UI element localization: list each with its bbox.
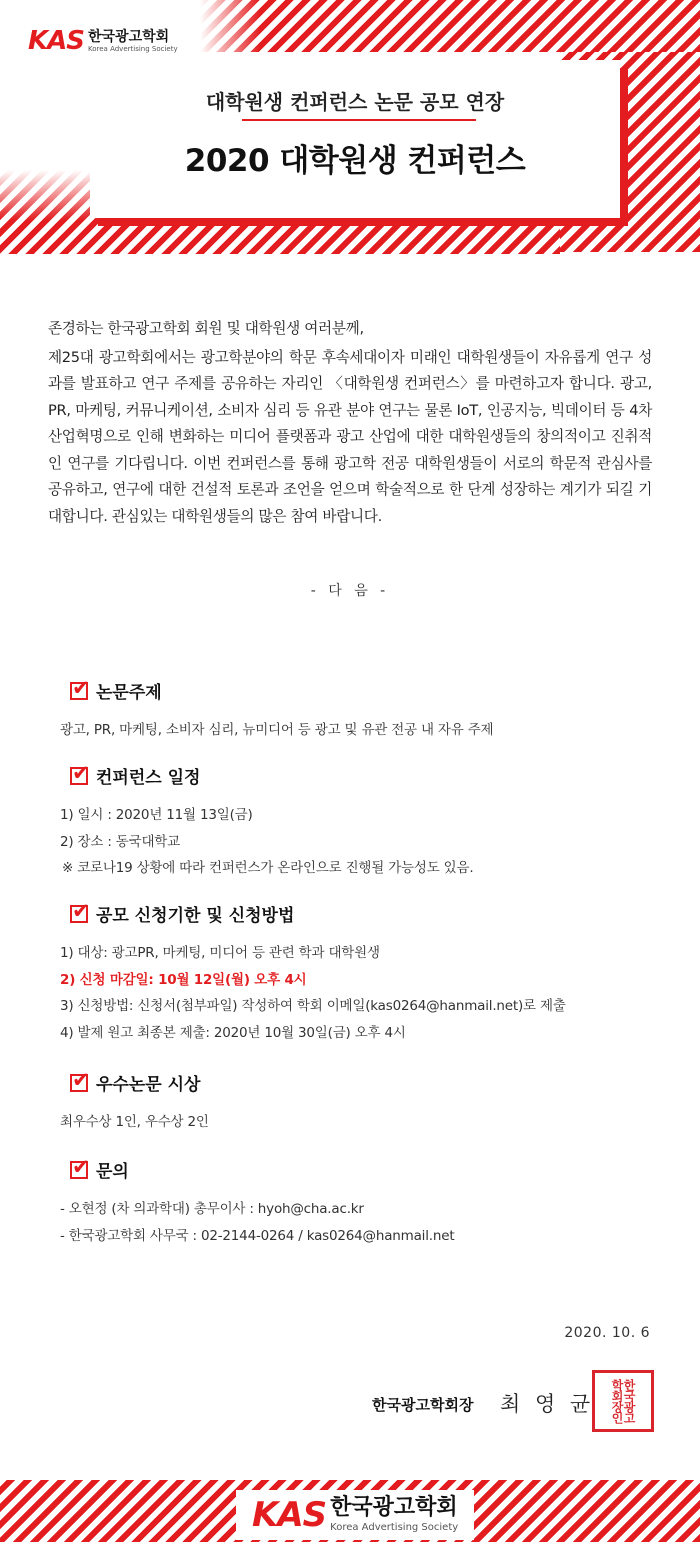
section-line: 1) 대상: 광고PR, 마케팅, 미디어 등 관련 학과 대학원생 (60, 945, 380, 961)
section-heading: 컨퍼런스 일정 (96, 768, 201, 788)
section-line: 3) 신청방법: 신청서(첨부파일) 작성하여 학회 이메일(kas0264@hanmail.net)로 제출 (60, 998, 566, 1014)
section-line: 2) 장소 : 동국대학교 (60, 833, 180, 850)
checkbox-check-icon (70, 905, 88, 923)
checkbox-check-icon (70, 767, 88, 785)
section-heading: 문의 (96, 1162, 129, 1182)
title-box (90, 60, 620, 218)
section-deadline: 2) 신청 마감일: 10월 12일(월) 오후 4시 (60, 971, 307, 988)
signature-date: 2020. 10. 6 (564, 1325, 650, 1341)
section-line: - 한국광고학회 사무국 : 02-2144-0264 / kas0264@hanmail.net (60, 1227, 455, 1244)
signature-role: 한국광고학회장 (372, 1396, 474, 1414)
section-heading: 우수논문 시상 (96, 1075, 201, 1095)
section-heading: 공모 신청기한 및 신청방법 (96, 906, 295, 926)
section-heading: 논문주제 (96, 683, 162, 703)
page-title: 2020 대학원생 컨퍼런스 (184, 143, 526, 179)
logo-name-ko: 한국광고학회 (88, 28, 170, 45)
letter-greeting: 존경하는 한국광고학회 회원 및 대학원생 여러분께, (48, 320, 364, 337)
checkbox-check-icon (70, 1074, 88, 1092)
logo-name-ko: 한국광고학회 (330, 1495, 458, 1520)
checkbox-check-icon (70, 1161, 88, 1179)
seal-text: 한국광고학회장인 (610, 1379, 636, 1423)
logo-mark: KAS (252, 1495, 327, 1535)
seal-stamp-icon (592, 1370, 654, 1432)
logo-mark: KAS (28, 26, 84, 56)
letter (48, 316, 652, 530)
signature-name: 최 영 균 (500, 1392, 595, 1416)
divider-text: - 다 음 - (310, 583, 390, 599)
section-contact (60, 1157, 670, 1249)
section-line: 광고, PR, 마케팅, 소비자 심리, 뉴미디어 등 광고 및 유관 전공 내 자유 주제 (60, 722, 494, 738)
section-line: - 오현정 (차 의과학대) 총무이사 : hyoh@cha.ac.kr (60, 1201, 364, 1217)
header-stripes-top-right (200, 0, 700, 52)
section-line: 최우수상 1인, 우수상 2인 (60, 1114, 209, 1130)
section-application (60, 901, 670, 1046)
logo-name-en: Korea Advertising Society (88, 44, 178, 53)
footer-logo (236, 1490, 474, 1540)
section-topic (60, 678, 670, 744)
section-schedule (60, 763, 670, 882)
checkbox-check-icon (70, 682, 88, 700)
letter-body: 제25대 광고학회에서는 광고학분야의 학문 후속세대이자 미래인 대학원생들이 자유롭게 연구 성과를 발표하고 연구 주제를 공유하는 자리인 〈대학원생 컨퍼런스〉를 마련하고자 합니다. 광고, PR, 마케팅, 커뮤니케이션, 소비자 심리 등 유관 분야 연구는 물론 IoT, 인공지능, 빅데이터 등 4차 산업혁명으로 인해 변화하는 미디어 플랫폼과 광고 산업에 대한 대학원생들의 창의적이고 진취적인 연구를 기다립니다. 이번 컨퍼런스를 통해 광고학 전공 대학원생들이 서로의 학문적 관심사를 공유하고, 연구에 대한 건설적 토론과 조언을 얻으며 학술적으로 한 단계 성장하는 계기가 되길 기대합니다. 관심있는 대학원생들의 많은 참여 바랍니다. (48, 348, 652, 525)
logo-name-en: Korea Advertising Society (330, 1522, 459, 1533)
page-subtitle: 대학원생 컨퍼런스 논문 공모 연장 (206, 86, 504, 119)
header-logo (28, 26, 178, 56)
section-note: ※ 코로나19 상황에 따라 컨퍼런스가 온라인으로 진행될 가능성도 있음. (62, 860, 474, 876)
section-line: 4) 발제 원고 최종본 제출: 2020년 10월 30일(금) 오후 4시 (60, 1024, 406, 1041)
section-line: 1) 일시 : 2020년 11월 13일(금) (60, 807, 253, 823)
section-award (60, 1070, 670, 1136)
